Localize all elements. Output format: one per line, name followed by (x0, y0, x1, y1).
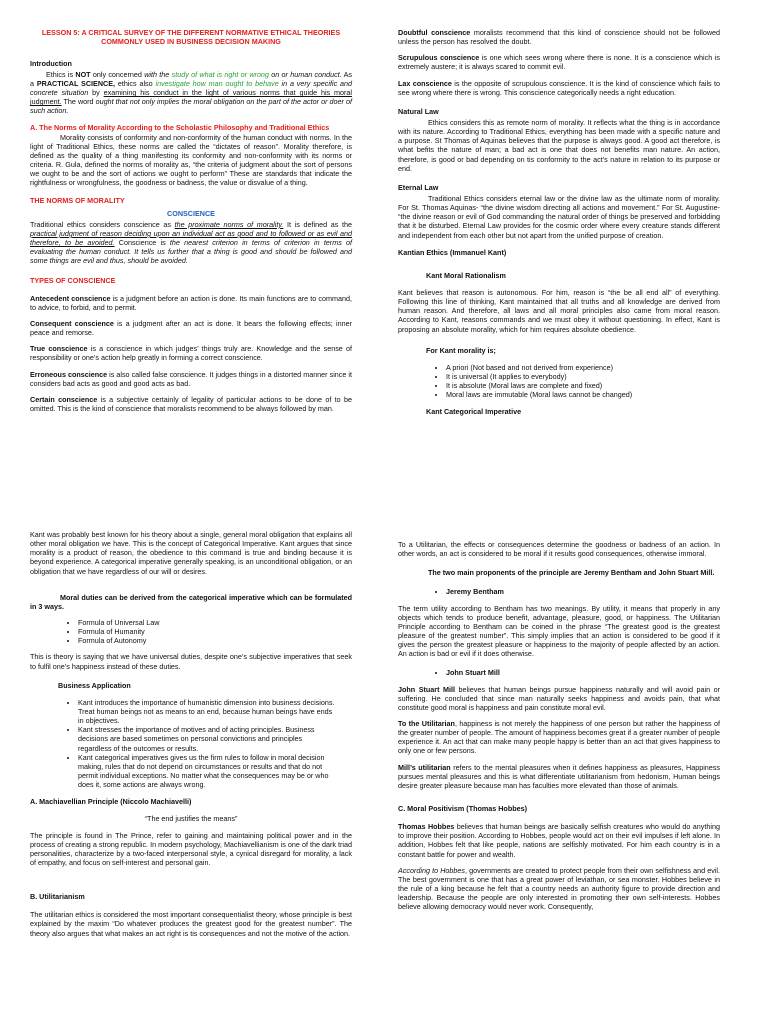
type-desc: is a judgment before an action is done. Its main functions are to command, to advice, to forbid, and to permit. (30, 293, 352, 312)
list-item: • Formula of Universal Law (78, 618, 352, 627)
kant-categorical-heading: Kant Categorical Imperative (426, 407, 522, 417)
top-right-column (398, 28, 720, 425)
type-term: True conscience (30, 344, 88, 354)
intro-text: . As a (30, 69, 352, 88)
type-desc: is the opposite of scrupulous conscience. It is the kind of conscience which fails to see wrong where there is wrong. This conscience categorically needs a right education. (398, 78, 721, 97)
formula-list (30, 618, 352, 645)
type-term: Certain conscience (30, 394, 98, 404)
bentham-name: • Jeremy Bentham (446, 587, 720, 596)
kant-morality-heading: For Kant morality is; (426, 345, 496, 355)
mill-text: refers to the mental pleasures when it defines happiness as pleasures, Happiness pursues mental pleasures and this is what differentiate utilitarianism from hedonism, Human beings desire greater pleasure because man has faculties more elevated than those of animals. (398, 762, 720, 790)
type-term: Antecedent conscience (30, 293, 111, 303)
intro-text: ethics also (115, 79, 156, 88)
kant-rationalism-heading: Kant Moral Rationalism (426, 270, 506, 280)
type-desc: is one which sees wrong where there is none. It is a conscience which is extremely austere; it is always scared to commit evil. (398, 53, 720, 72)
type-certain (30, 395, 352, 413)
kant-rationalism-body: Kant believes that reason is autonomous. For him, reason is “the be all end all” of everything. Following this line of thinking, Kant maintained that all truths and all knowledge are derived from human reason. And therefore, all laws and all moral principles also came from moral reason. According to Kant, reasons commands and we must obey it without questioning. In effect, Kant is proposing an absolute morality, which for him requires absolute obedience. (398, 287, 720, 334)
machiavelli-heading: A. Machiavellian Principle (Niccolo Machiavelli) (30, 797, 192, 807)
list-item: • Kant categorical imperatives gives us the firm rules to follow in moral decision making, rules that do not depend on circumstances or results and that do not permit individual exceptions. No matter what the consequences may be or who does it, some actions are always wrong. (78, 753, 336, 790)
type-term: Erroneous conscience (30, 369, 108, 379)
intro-text: only concerned (90, 69, 145, 79)
type-term: Scrupulous conscience (398, 53, 480, 63)
proponents: The two main proponents of the principle are Jeremy Bentham and John Stuart Mill. (428, 568, 715, 578)
mill-text: believes that human beings pursue happiness naturally and will avoid pain or suffering. He concluded that since man naturally seeks happiness and avoids pain, that what constitute good moral is happiness and pain constitute moral evil. (398, 684, 721, 712)
positivism-text: believes that human beings are basically selfish creatures who would do anything to improve their position. According to Hobbes, people would act on their evil impulses if left alone. In addition, Hobbes felt that like people, nations are selfishly motivated. For him each country is in a constant battle for power and wealth. (398, 822, 720, 859)
scholastic-body: Morality consists of conformity and non-conformity of the human conduct with norms. In the light of Traditional Ethics, these norms are called the “dictates of reason”. Morality therefore, is defined as the quality of a thing manifesting its conformity and non-conformity with its norms or criteria. R. Gula, defined the norms of morality as, “the criteria of judgment about the sort of persons we ought to be and the sort of actions we ought to perform” These are standards that indicate the rightfulness or wrongfulness, the goodness or badness, the value or disvalue of a thing. (30, 132, 352, 188)
conscience-underlined: the proximate norms of morality. (174, 219, 284, 229)
type-erroneous (30, 370, 352, 388)
type-lax (398, 79, 720, 97)
eternal-law-heading: Eternal Law (398, 182, 439, 192)
mill-paragraph-1 (398, 685, 720, 712)
conscience-text: It is defined as the (283, 219, 352, 229)
lesson-title: LESSON 5: A CRITICAL SURVEY OF THE DIFFERENT NORMATIVE ETHICAL THEORIES COMMONLY USED IN BUSINESS DECISION MAKING (41, 28, 341, 47)
positivism-paragraph-2 (398, 866, 720, 912)
bottom-right-column (398, 530, 720, 918)
intro-text: with the (144, 69, 172, 79)
eternal-law-body: Traditional Ethics considers eternal law or the divine law as the ultimate norm of morality. For St. Thomas Aquinas- “the divine wisdom directing all actions and movement.” For St. Augustine- “the divine reason or evil of God commanding the natural order of things be preserved and forbidding that it be disturbed. Eternal Law provides for the cosmic order where every creature stands different and independent from each other but not apart from the unified purpose of creation. (398, 193, 720, 240)
intro-text: ought that not only implies the moral obligation on the part of the actor or doer of such action. (30, 97, 352, 116)
type-term: Doubtful conscience (398, 28, 471, 37)
type-desc: is a subjective certainly of legality of particular actions to be done of to be omitted. This is the kind of conscience that moralists recommend to be always followed by man. (30, 394, 352, 413)
business-heading: Business Application (58, 680, 131, 690)
kant-heading: Kantian Ethics (Immanuel Kant) (398, 247, 507, 257)
conscience-paragraph (30, 220, 352, 266)
utilitarian-consequences: To a Utilitarian, the effects or consequences determine the goodness or badness of an action. In other words, an act is considered to be moral if it results good consequences, otherwise immoral. (398, 540, 720, 559)
types-heading: TYPES OF CONSCIENCE (30, 275, 116, 285)
intro-text: in a very specific and concrete situation (30, 79, 352, 98)
type-antecedent (30, 294, 352, 312)
scholastic-heading: A. The Norms of Morality According to the Scholastic Philosophy and Traditional Ethics (30, 122, 330, 132)
business-list (30, 698, 352, 789)
type-desc: is also called false conscience. It judges things in a distorted manner since it considers bad acts as good and good acts as bad. (30, 369, 352, 388)
duties-heading: Moral duties can be derived from the categorical imperative which can be formulated in 3 ways. (30, 592, 352, 611)
intro-underlined: examining his conduct in the light of various norms that guide his moral judgment. (30, 88, 352, 107)
categorical-body: Kant was probably best known for his theory about a single, general moral obligation that explains all other moral obligation we have. This is the concept of Categorical Imperative. Kant argues that since morality is a product of reason, the obedience to this command is true and binding because it is beyond experience. A categorical imperative generally speaking, is an unconditional obligation, or an obligation that we have regardless of our will or desires. (30, 530, 352, 576)
list-item: • Moral laws are immutable (Moral laws cannot be changed) (446, 390, 720, 399)
mill-paragraph-3 (398, 763, 720, 790)
mill-term: To the Utilitarian (398, 718, 455, 728)
top-left-column (30, 28, 352, 420)
type-term: Consequent conscience (30, 318, 114, 328)
mill-name: • John Stuart Mill (446, 668, 720, 677)
intro-paragraph (30, 70, 352, 116)
machiavelli-quote: “The end justifies the means” (144, 814, 238, 824)
positivism-term: Thomas Hobbes (398, 822, 455, 832)
intro-practical-science: PRACTICAL SCIENCE, (36, 79, 116, 88)
type-scrupulous (398, 53, 720, 71)
positivism-lead: According to Hobbes (398, 865, 466, 875)
positivism-paragraph-1 (398, 822, 720, 859)
mill-text: , happiness is not merely the happiness of one person but rather the happiness of the greater number of people. The amount of happiness becomes great if a greater number of people experience it. An act that can make many people happy is better than an act that gives happiness to only one or few persons. (398, 718, 720, 756)
intro-heading: Introduction (30, 58, 72, 68)
kant-morality-list (398, 363, 720, 400)
conscience-underlined: practical judgment of reason deciding upon an individual act as good and to followed or as evil and therefore, to be avoided. (30, 228, 352, 248)
type-desc: is a conscience in which judges’ things truly are. Knowledge and the sense of responsibility or one’s action help greatly in forming a correct conscience. (30, 344, 352, 363)
list-item: • A priori (Not based and not derived from experience) (446, 363, 720, 372)
utilitarianism-heading: B. Utilitarianism (30, 892, 85, 902)
list-item: • Kant introduces the importance of humanistic dimension into business decisions. Treat human beings not as means to an end, because human beings have ends in objectives. (78, 698, 336, 725)
positivism-text: , governments are created to protect people from their own selfishness and evil. The best government is one that has a great power of leviathan, or sea monster. Hobbes believe in the rule of a king because he felt that a country needs an authority figure to provide direction and leadership. Because the people are only interested in promoting their own self-interests. Hobbes believe allowing democracy would never work. Consequently, (398, 865, 720, 912)
conscience-text: the nearest criterion in terms of criterion in terms of evaluating the human conduct. It tells us further that a thing is good and should be followed and some things are evil and thus, should be avoided. (30, 238, 352, 266)
list-item: • Formula of Humanity (78, 627, 352, 636)
bentham-body: The term utility according to Bentham has two meanings. By utility, it means that properly in any objects which tends to produce benefit, advantage, pleasure, good, or happiness. The Utilitarian Principle according to Bentham can be coined in the phrase “The greatest good is the greatest pleasure of the greatest number”. This simply implies that an action is considered to be good if it gives the person the greatest pleasure or happiness to the majority of people affected by an action. An action is bad or evil if it does otherwise. (398, 603, 720, 659)
type-desc: is a judgment after an act is done. It bears the following effects; inner peace and remorse. (30, 318, 352, 338)
norms-heading: THE NORMS OF MORALITY (30, 195, 125, 205)
intro-text: on or human conduct (268, 69, 340, 79)
intro-text: by (88, 88, 104, 98)
type-desc: moralists recommend that this kind of conscience should not be followed unless the person has resolved the doubt. (398, 28, 720, 47)
positivism-heading: C. Moral Positivism (Thomas Hobbes) (398, 803, 527, 813)
utilitarianism-body: The utilitarian ethics is considered the most important consequentialist theory, whose principle is best explained by the maxim “Do whatever produces the greatest good for the greatest number”. The theory also argues that what makes an act right is tis consequences and not the motive of the action. (30, 910, 352, 938)
universal-duties: This is theory is saying that we have universal duties, despite one’s subjective imperatives that seek to fulfil one’s happiness instead of these duties. (30, 652, 352, 671)
intro-text: The word (61, 97, 96, 107)
conscience-heading: CONSCIENCE (167, 208, 215, 218)
natural-law-heading: Natural Law (398, 106, 439, 116)
intro-not: NOT (75, 69, 91, 79)
intro-highlight: study of what is right or wrong (171, 69, 269, 79)
type-true (30, 344, 352, 362)
list-item: • Formula of Autonomy (78, 636, 352, 645)
intro-text: Ethics is (46, 69, 76, 79)
natural-law-body: Ethics considers this as remote norm of morality. It reflects what the thing is in accordance with its nature. According to Traditional Ethics, everything has been made with a specific nature and a purpose. St Thomas of Aquinas believes that the purpose is always good. A good act therefore, is what befits the nature of man; a bad act is one that does not benefits man nature. An action, therefore, is good or bad depending on tis conformity to the act’s nature in relation to its purpose or end. (398, 117, 720, 173)
conscience-text: Traditional ethics considers conscience as (30, 219, 175, 229)
bentham-bullet (398, 587, 720, 596)
type-term: Lax conscience (398, 78, 452, 88)
list-item: • It is absolute (Moral laws are complete and fixed) (446, 381, 720, 390)
conscience-text: Conscience is (114, 238, 170, 248)
bottom-left-column (30, 530, 352, 945)
mill-term: Mill’s utilitarian (398, 762, 451, 772)
type-doubtful (398, 28, 720, 46)
list-item: • It is universal (It applies to everybody) (446, 372, 720, 381)
machiavelli-body: The principle is found in The Prince, refer to gaining and maintaining political power and in the process of creating a strong republic. In modern psychology, Machiavellianism is one of the dark triad personalities, characterize by a two-faced interpersonal style, a cynical disregard for morality, a lack of empathy, and focus on self-interest and personal gain. (30, 830, 352, 867)
mill-paragraph-2 (398, 719, 720, 756)
mill-bullet (398, 668, 720, 677)
type-consequent (30, 319, 352, 337)
mill-term: John Stuart Mill (398, 684, 455, 694)
list-item: • Kant stresses the importance of motives and of acting principles. Business decisions are based sometimes on personal convictions and principles regardless of the outcomes or results. (78, 725, 336, 752)
intro-highlight: investigate how man ought to behave (155, 79, 279, 88)
